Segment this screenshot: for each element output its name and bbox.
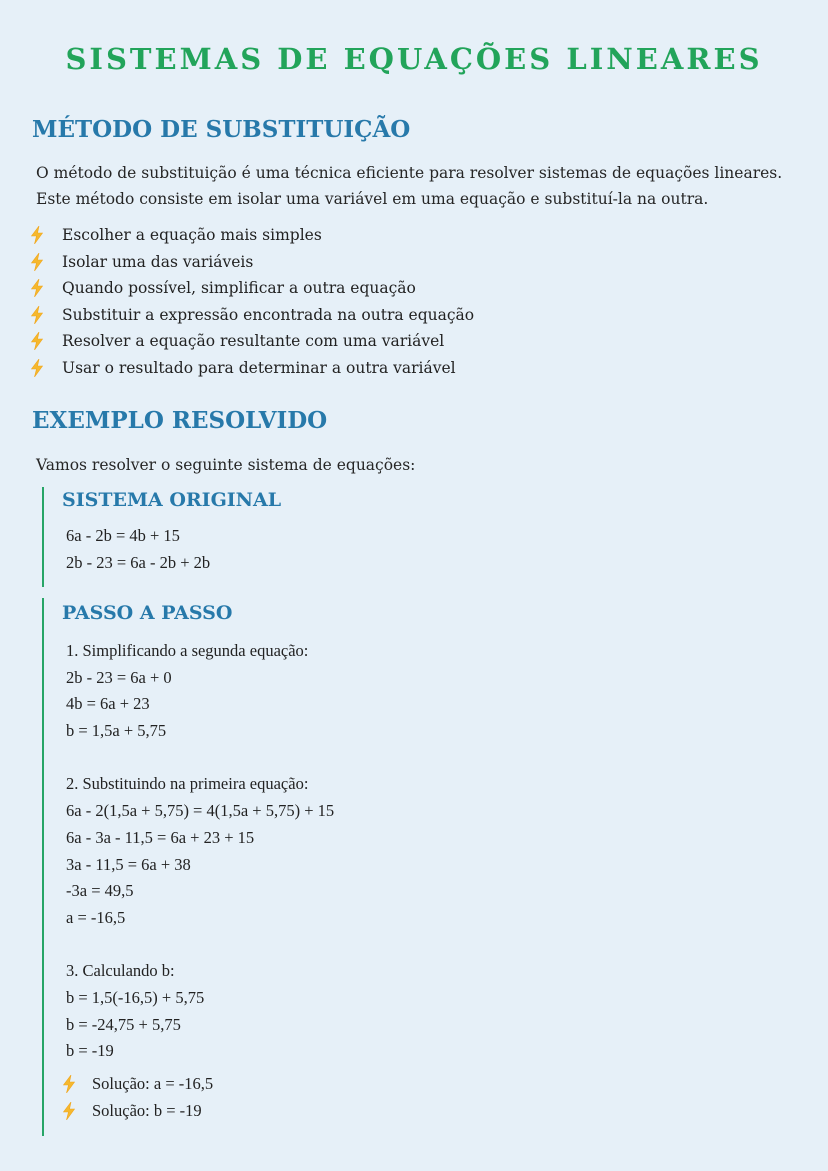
lightning-bolt-icon bbox=[30, 332, 44, 350]
original-equations bbox=[62, 523, 281, 576]
step-line: a = -16,5 bbox=[66, 907, 126, 927]
method-step-text: Usar o resultado para determinar a outra variável bbox=[62, 358, 456, 377]
method-step-text: Escolher a equação mais simples bbox=[62, 226, 322, 244]
bullet-bolt bbox=[30, 359, 62, 377]
step-spacer bbox=[62, 745, 334, 772]
step-line: 6a - 2(1,5a + 5,75) = 4(1,5a + 5,75) + 15 bbox=[66, 801, 335, 821]
lightning-bolt-icon bbox=[62, 1075, 76, 1093]
method-heading: MÉTODO DE SUBSTITUIÇÃO bbox=[32, 116, 411, 143]
bullet-bolt bbox=[62, 1075, 92, 1093]
method-step-item bbox=[30, 328, 474, 355]
step-line: b = -24,75 + 5,75 bbox=[66, 1014, 181, 1034]
page-title: SISTEMAS DE EQUAÇÕES LINEARES bbox=[65, 42, 763, 76]
solutions-list bbox=[62, 1071, 334, 1124]
original-system-box bbox=[42, 487, 281, 587]
bullet-bolt bbox=[30, 226, 62, 244]
method-step-item bbox=[30, 355, 474, 382]
example-heading: EXEMPLO RESOLVIDO bbox=[32, 407, 328, 434]
step-line: b = 1,5a + 5,75 bbox=[66, 721, 167, 741]
step-line: b = -19 bbox=[66, 1041, 114, 1061]
bullet-bolt bbox=[62, 1102, 92, 1120]
lightning-bolt-icon bbox=[30, 359, 44, 377]
method-step-item bbox=[30, 222, 474, 249]
bullet-bolt bbox=[30, 253, 62, 271]
original-system-heading: SISTEMA ORIGINAL bbox=[62, 489, 282, 511]
step-line: 1. Simplificando a segunda equação: bbox=[66, 641, 309, 660]
method-step-item bbox=[30, 249, 474, 276]
solution-text: Solução: b = -19 bbox=[92, 1100, 202, 1120]
step-line: 2b - 23 = 6a + 0 bbox=[66, 667, 172, 687]
method-step-item bbox=[30, 275, 474, 302]
method-step-item bbox=[30, 302, 474, 329]
step-line: 3. Calculando b: bbox=[66, 961, 175, 981]
method-step-text: Quando possível, simplificar a outra equação bbox=[62, 279, 416, 297]
lightning-bolt-icon bbox=[30, 279, 44, 297]
step-line: 3a - 11,5 = 6a + 38 bbox=[66, 854, 191, 874]
step-spacer bbox=[62, 932, 334, 959]
example-intro: Vamos resolver o seguinte sistema de equações: bbox=[36, 456, 416, 474]
step-line: 2. Substituindo na primeira equação: bbox=[66, 774, 309, 794]
step-line: b = 1,5(-16,5) + 5,75 bbox=[66, 987, 205, 1007]
method-intro-line1: O método de substituição é uma técnica eficiente para resolver sistemas de equações lineares. bbox=[36, 164, 783, 182]
step-line: 6a - 3a - 11,5 = 6a + 23 + 15 bbox=[66, 827, 255, 847]
steps-box bbox=[42, 598, 334, 1136]
step-lines bbox=[62, 638, 334, 1065]
steps-heading: PASSO A PASSO bbox=[62, 602, 233, 624]
original-equation: 6a - 2b = 4b + 15 bbox=[66, 526, 180, 545]
method-intro bbox=[36, 160, 796, 212]
bullet-bolt bbox=[30, 279, 62, 297]
solution-text: Solução: a = -16,5 bbox=[92, 1074, 214, 1093]
lightning-bolt-icon bbox=[30, 253, 44, 271]
method-step-text: Substituir a expressão encontrada na outra equação bbox=[62, 305, 475, 324]
lightning-bolt-icon bbox=[62, 1102, 76, 1120]
bullet-bolt bbox=[30, 306, 62, 324]
solution-item bbox=[62, 1071, 334, 1098]
lightning-bolt-icon bbox=[30, 306, 44, 324]
step-line: 4b = 6a + 23 bbox=[66, 694, 150, 714]
method-steps-list bbox=[30, 222, 474, 381]
method-intro-line2: Este método consiste em isolar uma variável em uma equação e substituí-la na outra. bbox=[36, 190, 709, 208]
original-equation: 2b - 23 = 6a - 2b + 2b bbox=[66, 552, 211, 572]
bullet-bolt bbox=[30, 332, 62, 350]
method-step-text: Resolver a equação resultante com uma variável bbox=[62, 332, 445, 350]
solution-item bbox=[62, 1098, 334, 1125]
lightning-bolt-icon bbox=[30, 226, 44, 244]
method-step-text: Isolar uma das variáveis bbox=[62, 252, 254, 271]
step-line: -3a = 49,5 bbox=[66, 881, 134, 901]
